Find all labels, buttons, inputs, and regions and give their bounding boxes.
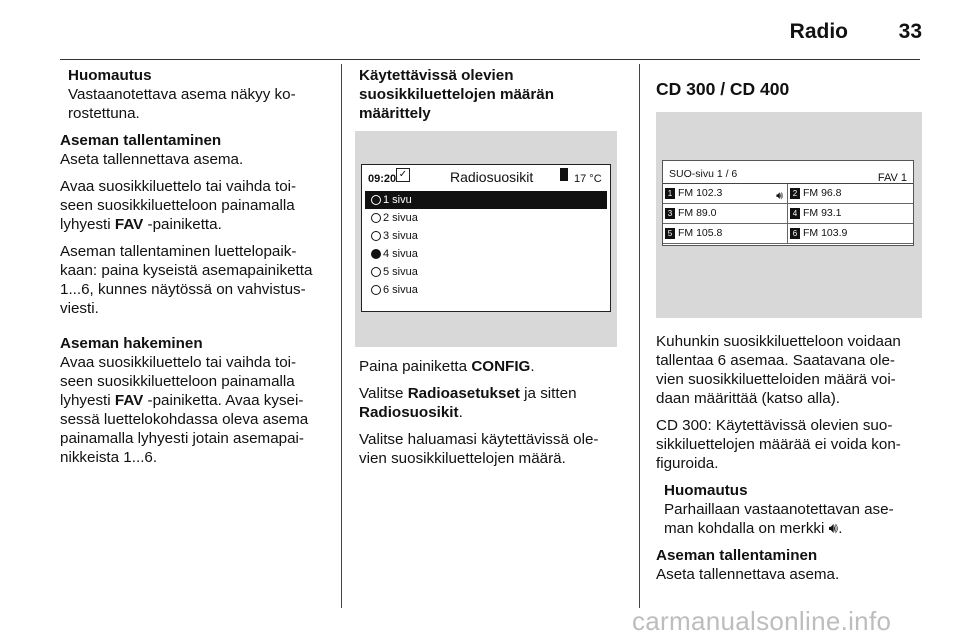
column-divider [341, 64, 342, 608]
section-heading-save: Aseman tallentaminen [656, 547, 818, 564]
preset-cell [788, 204, 913, 224]
list-item [365, 245, 607, 263]
preset-cell [788, 184, 913, 204]
preset-cell [663, 204, 788, 224]
list-item-label: 6 sivua [383, 284, 418, 296]
text: . [458, 404, 463, 421]
list-item [365, 209, 607, 227]
button-name-config: CONFIG [471, 358, 531, 375]
note-text: Parhaillaan vastaanotettavan ase-man kohdalla on merkki 🔊︎. [664, 501, 894, 537]
button-name-fav: FAV [114, 216, 144, 233]
preset-number: 3 [665, 208, 675, 219]
radio-icon [371, 195, 381, 205]
list-item [365, 191, 607, 209]
preset-number: 5 [665, 228, 675, 239]
preset-station: FM 93.1 [803, 207, 842, 219]
phone-icon [560, 168, 568, 181]
note-title: Huomautus [68, 67, 152, 84]
page-number: 33 [898, 20, 922, 43]
paragraph: Aseta tallennettava asema. [656, 566, 840, 583]
preset-number: 1 [665, 188, 675, 199]
preset-cell [663, 184, 788, 204]
text: Avaa suosikkiluettelo tai vaihda toi-seen suosikkiluetteloon painamalla lyhyesti [60, 178, 297, 233]
preset-grid [663, 184, 913, 244]
preset-station: FM 96.8 [803, 187, 842, 199]
left-column [60, 66, 326, 475]
paragraph: Aseta tallennettava asema. [60, 151, 244, 168]
section-heading-config-line2: suosikkiluettelojen määrän määrittely [359, 86, 554, 122]
paragraph [60, 353, 326, 467]
radio-icon [371, 267, 381, 277]
text: -painiketta. [143, 216, 222, 233]
text: Valitse [359, 385, 408, 402]
list-item-label: 4 sivua [383, 248, 418, 260]
preset-station: FM 103.9 [803, 227, 848, 239]
list-item-label: 3 sivua [383, 230, 418, 242]
column-divider [639, 64, 640, 608]
display-screen [662, 160, 914, 246]
display-status-bar [663, 161, 913, 184]
speaker-icon: 🔊︎ [828, 520, 839, 537]
paragraph: Kuhunkin suosikkiluetteloon voidaan tallentaa 6 asemaa. Saatavana ole-vien suosikkiluetteloiden määrä voi-daan määrittää (katso alla). [656, 333, 901, 407]
preset-cell [663, 224, 788, 244]
paragraph [359, 384, 625, 422]
paragraph [60, 177, 326, 234]
text: -painiketta. Avaa kysei-sessä luettelokohdassa oleva asema painamalla lyhyesti jotain asemapai-nikkeista 1...6. [60, 392, 309, 466]
clock-text: 09:20 [368, 173, 397, 185]
note-text: Vastaanotettava asema näkyy ko-rostettuna. [68, 86, 296, 122]
header-rule [60, 59, 920, 60]
menu-name: Radioasetukset [407, 385, 520, 402]
list-item-label: 2 sivua [383, 212, 418, 224]
display-status-bar [362, 165, 610, 191]
button-name-fav: FAV [114, 392, 144, 409]
note-title: Huomautus [664, 482, 748, 499]
middle-column [359, 66, 625, 476]
text: . [530, 358, 535, 375]
page-header-title: Radio [789, 20, 848, 43]
section-heading-search: Aseman hakeminen [60, 335, 203, 352]
note-box [656, 481, 922, 538]
text: Parhaillaan vastaanotettavan ase-man kohdalla on merkki [664, 501, 894, 537]
section-heading-config: Käytettävissä olevien [359, 67, 514, 84]
text: ja sitten [519, 385, 577, 402]
checkbox-icon: ✓ [396, 168, 410, 182]
preset-number: 2 [790, 188, 800, 199]
radio-selected-icon [371, 249, 381, 259]
text: Paina painiketta [359, 358, 472, 375]
preset-cell [788, 224, 913, 244]
section-heading-save: Aseman tallentaminen [60, 132, 222, 149]
display-illustration [355, 131, 617, 347]
preset-station: FM 102.3 [678, 187, 723, 199]
list-item [365, 227, 607, 245]
menu-name: Radiosuosikit [359, 404, 459, 421]
paragraph: Aseman tallentaminen luettelopaik-kaan: paina kyseistä asemapainiketta 1...6, kunnes näytössä on vahvistus-viesti. [60, 243, 313, 317]
preset-station: FM 105.8 [678, 227, 723, 239]
preset-number: 4 [790, 208, 800, 219]
paragraph [359, 357, 625, 376]
section-heading-cd: CD 300 / CD 400 [656, 79, 790, 99]
display-title: Radiosuosikit [450, 169, 534, 185]
fav-label: FAV 1 [877, 172, 907, 184]
right-column [656, 78, 922, 592]
speaker-icon: 🔊︎ [776, 190, 783, 202]
watermark: carmanualsonline.info [632, 606, 892, 636]
radio-icon [371, 285, 381, 295]
list-item-label: 5 sivua [383, 266, 418, 278]
radio-icon [371, 213, 381, 223]
radio-icon [371, 231, 381, 241]
preset-number: 6 [790, 228, 800, 239]
list-item-label: 1 sivu [383, 194, 412, 206]
paragraph: Valitse haluamasi käytettävissä ole-vien suosikkiluettelojen määrä. [359, 431, 599, 467]
preset-station: FM 89.0 [678, 207, 717, 219]
list-item [365, 263, 607, 281]
display-illustration [656, 112, 922, 318]
text: Avaa suosikkiluettelo tai vaihda toi-seen suosikkiluetteloon painamalla lyhyesti [60, 354, 297, 409]
display-title: SUO-sivu 1 / 6 [669, 168, 738, 180]
list-item [365, 281, 607, 299]
note-box [60, 66, 326, 123]
temperature-text: 17 °C [574, 173, 602, 185]
paragraph: CD 300: Käytettävissä olevien suo-sikkiluettelojen määrää ei voida kon-figuroida. [656, 417, 901, 472]
display-screen [361, 164, 611, 312]
